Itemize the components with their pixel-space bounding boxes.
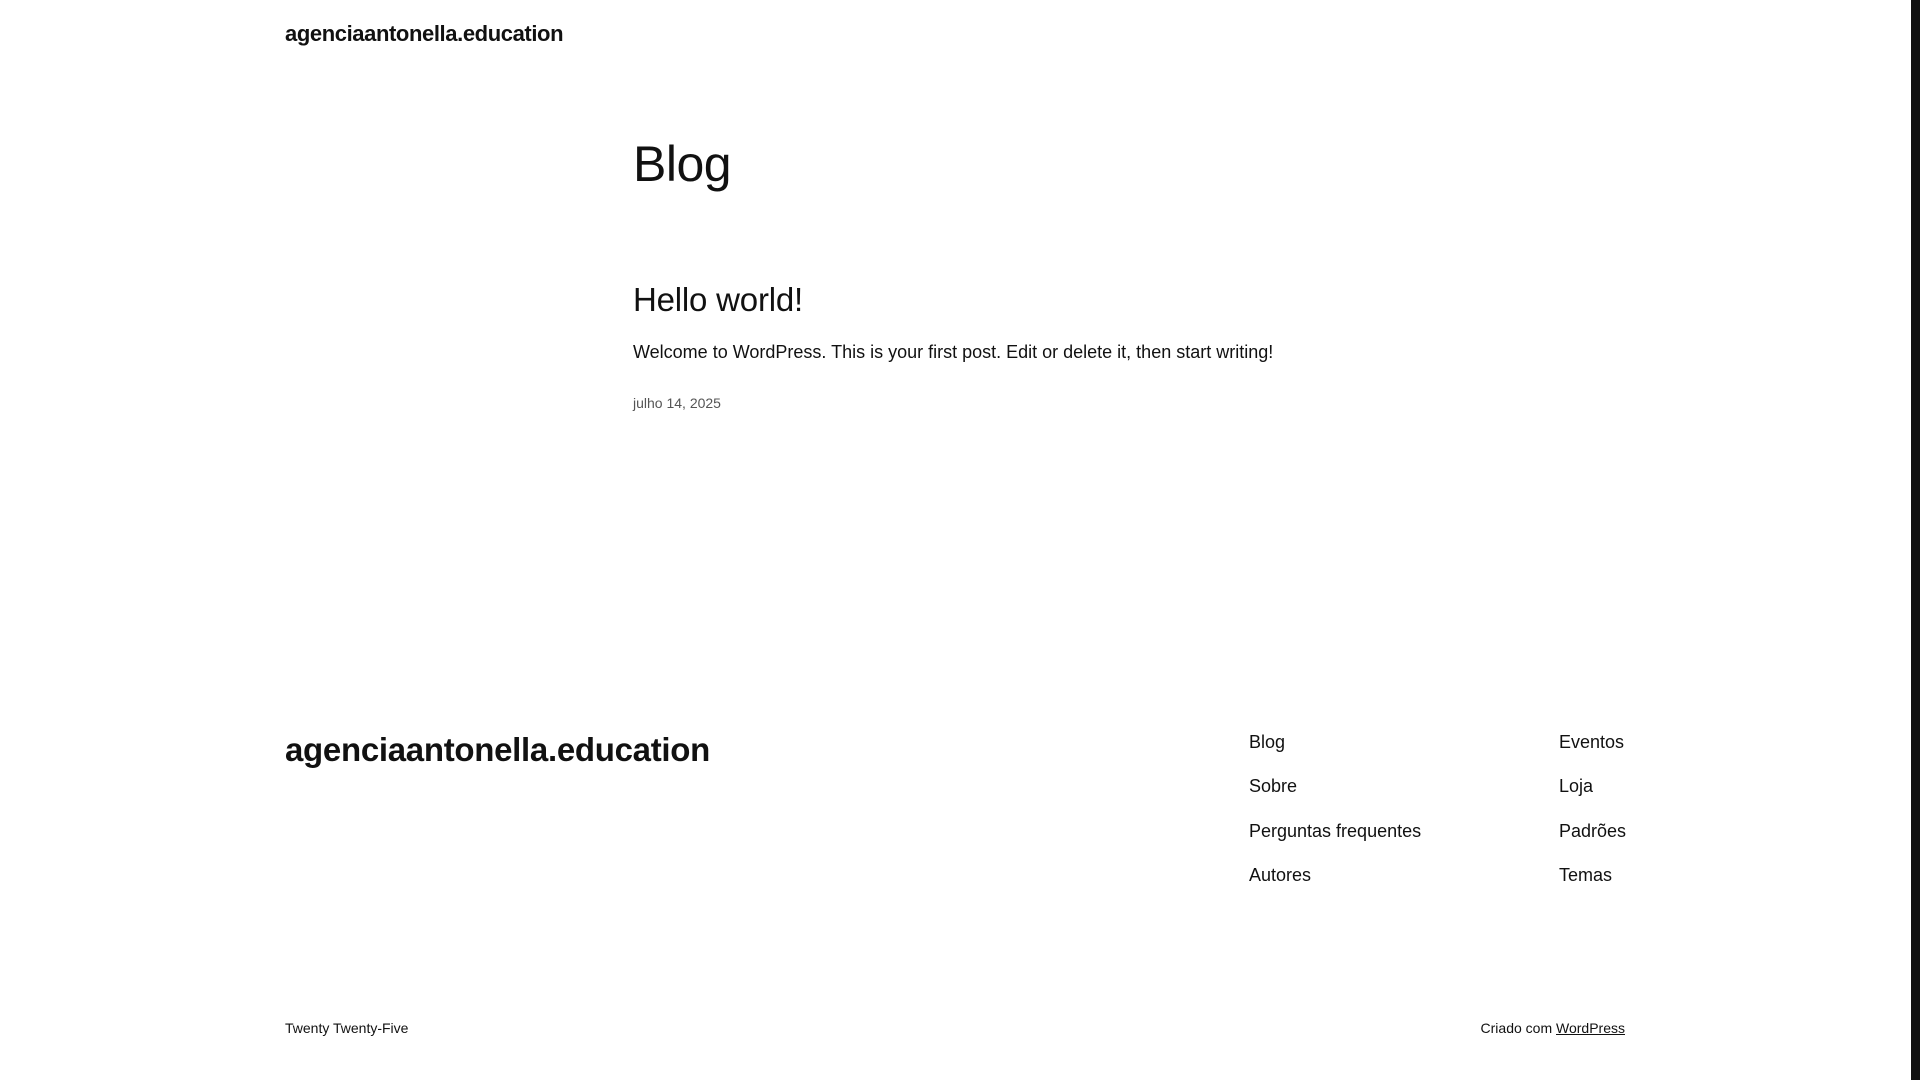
footer-nav-item <box>1249 730 1421 774</box>
page-title: Blog <box>633 136 732 192</box>
site-title-link[interactable]: agenciaantonella.education <box>285 21 564 46</box>
footer-link-padroes[interactable]: Padrões <box>1559 820 1627 841</box>
scrollbar[interactable] <box>1911 0 1920 1080</box>
theme-credit: Twenty Twenty-Five <box>285 1020 409 1036</box>
footer-nav-item <box>1249 819 1421 863</box>
footer-nav-item <box>1559 730 1626 774</box>
footer-nav-item <box>1559 863 1626 907</box>
post-date[interactable]: julho 14, 2025 <box>633 395 721 411</box>
powered-by-prefix: Criado com <box>1480 1020 1553 1036</box>
footer-link-loja[interactable]: Loja <box>1559 776 1594 797</box>
footer-link-perguntas-frequentes[interactable]: Perguntas frequentes <box>1249 820 1422 841</box>
footer-site-title-link[interactable]: agenciaantonella.education <box>285 731 710 768</box>
wordpress-link[interactable]: WordPress <box>1556 1020 1625 1036</box>
footer-nav-item <box>1559 819 1626 863</box>
footer-link-sobre[interactable]: Sobre <box>1249 776 1298 797</box>
footer-nav-item <box>1249 774 1421 818</box>
footer-link-temas[interactable]: Temas <box>1559 864 1613 885</box>
post-item <box>633 280 1353 411</box>
footer-nav-column-2 <box>1559 730 1626 907</box>
footer-link-eventos[interactable]: Eventos <box>1559 732 1625 752</box>
footer-nav-column-1 <box>1249 730 1421 907</box>
footer-link-blog[interactable]: Blog <box>1249 732 1286 752</box>
footer-link-autores[interactable]: Autores <box>1249 864 1312 885</box>
powered-by <box>1481 1019 1625 1037</box>
post-excerpt: Welcome to WordPress. This is your first post. Edit or delete it, then start writing! <box>633 342 1274 362</box>
post-title-link[interactable]: Hello world! <box>633 281 803 318</box>
footer-nav-item <box>1249 863 1421 907</box>
footer-nav-item <box>1559 774 1626 818</box>
